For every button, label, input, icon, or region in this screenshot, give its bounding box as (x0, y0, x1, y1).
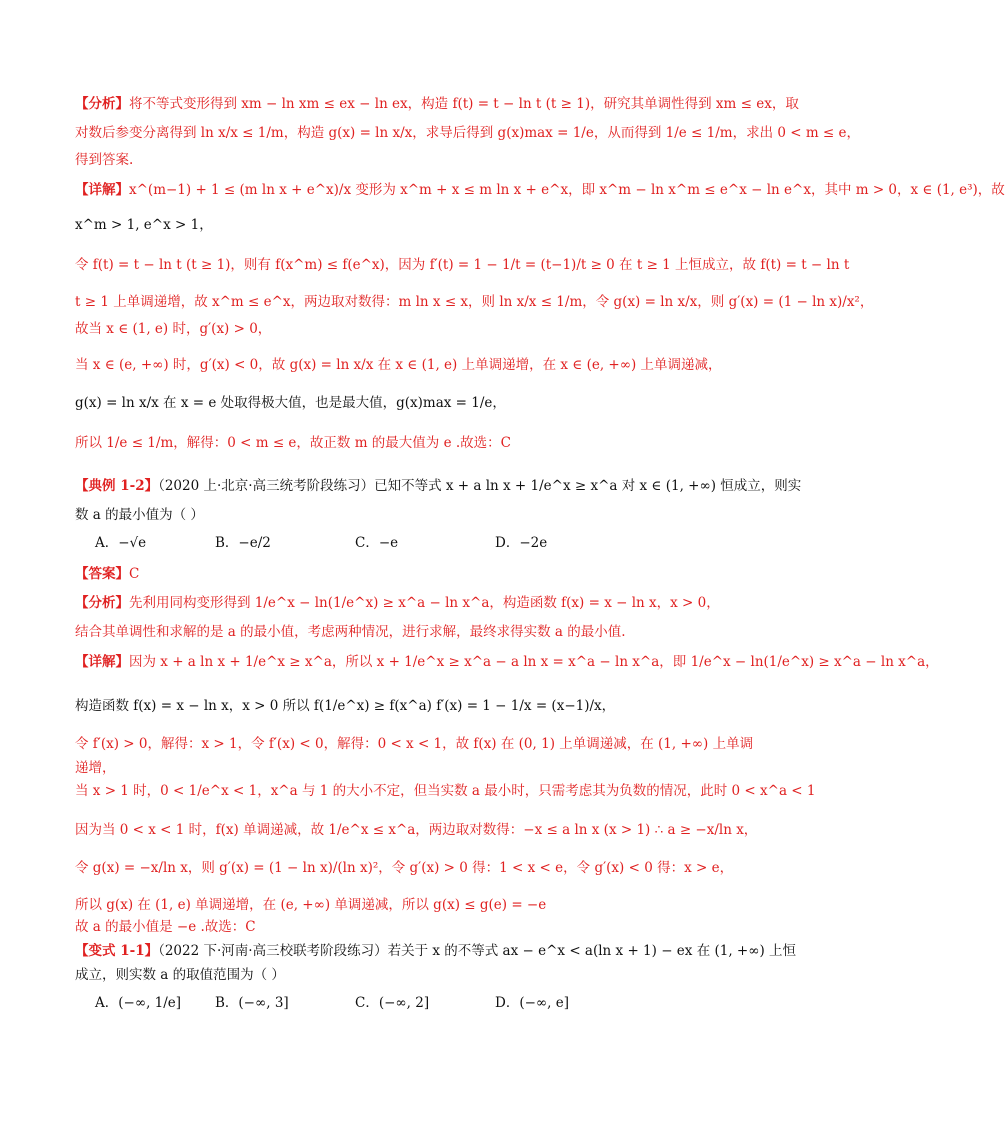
section-tag: 【答案】 (75, 566, 129, 582)
text-segment: x (400, 96, 408, 112)
text-segment: ≤ e (736, 96, 765, 112)
text-content: 得到答案. (75, 152, 134, 168)
text-line (75, 857, 735, 879)
text-content: 故当 x ∈ (1, e) 时，g′(x) > 0， (75, 321, 272, 337)
text-line (75, 621, 735, 643)
text-content: 因为 x + a ln x + 1/e^x ≥ x^a，所以 x + 1/e^x ≥ x^a − a ln x = x^a − ln x^a，即 1/e^x − ln(1/e^x) ≥ x^a − ln x^a， (129, 654, 939, 670)
text-segment: x (764, 96, 772, 112)
text-content: （2020 上·北京·高三统考阶段练习）已知不等式 x + a ln x + 1/e^x ≥ x^a 对 x ∈ (1, +∞) 恒成立，则实 (158, 478, 802, 494)
text-content: 因为当 0 < x < 1 时，f(x) 单调递减，故 1/e^x ≤ x^a，两边取对数得：−x ≤ a ln x (x > 1) ∴ a ≥ −x/ln x， (75, 822, 758, 838)
text-content: 令 f′(x) > 0，解得：x > 1，令 f′(x) < 0，解得：0 < x < 1，故 f(x) 在 (0, 1) 上单调递减，在 (1, +∞) 上单调 (75, 736, 754, 752)
answer-option: A．(−∞, 1/e] (95, 995, 182, 1011)
text-line (75, 179, 1005, 201)
text-line (75, 475, 802, 497)
text-content: 当 x > 1 时，0 < 1/e^x < 1，x^a 与 1 的大小不定，但当实数 a 最小时，只需考虑其为负数的情况，此时 0 < x^a < 1 (75, 783, 816, 799)
text-content: 令 f(t) = t − ln t (t ≥ 1)，则有 f(x^m) ≤ f(e^x)，因为 f′(t) = 1 − 1/t = (t−1)/t ≥ 0 在 t ≥ 1 上恒成立，故 f(t) = t − ln t (75, 257, 850, 273)
text-line (75, 504, 735, 526)
text-line (75, 940, 797, 962)
text-segment: m (723, 96, 737, 112)
text-content: 结合其单调性和求解的是 a 的最小值，考虑两种情况，进行求解，最终求得实数 a 的最小值. (75, 624, 626, 640)
section-tag: 【详解】 (75, 654, 129, 670)
text-line (75, 93, 799, 115)
text-segment: − ln e (354, 96, 401, 112)
text-line (75, 318, 735, 340)
answer-option: D．(−∞, e] (495, 995, 569, 1011)
text-content: 故 a 的最小值是 −e .故选：C (75, 919, 256, 935)
text-segment: ，构造 f(t) = t − ln t (t ≥ 1)，研究其单调性得到 x (407, 96, 724, 112)
text-content: t ≥ 1 上单调递增，故 x^m ≤ e^x，两边取对数得：m ln x ≤ x，则 ln x/x ≤ 1/m，令 g(x) = ln x/x，则 g′(x) = (1 − ln x)/x²， (75, 294, 874, 310)
text-line (75, 254, 850, 276)
text-line (75, 916, 735, 938)
text-content: 成立，则实数 a 的取值范围为（ ） (75, 967, 285, 983)
text-segment: 【分析】 (75, 96, 129, 112)
text-line (75, 122, 861, 144)
text-content: 令 g(x) = −x/ln x，则 g′(x) = (1 − ln x)/(ln x)²，令 g′(x) > 0 得：1 < x < e，令 g′(x) < 0 得：x > e， (75, 860, 734, 876)
text-content: 数 a 的最小值为（ ） (75, 507, 204, 523)
answer-option: C．(−∞, 2] (355, 995, 430, 1011)
text-segment: m (306, 96, 320, 112)
text-content: C (129, 566, 140, 582)
text-line (75, 651, 939, 673)
text-line (75, 392, 735, 414)
answer-option: B．(−∞, 3] (215, 995, 289, 1011)
text-segment: ，取 (771, 96, 799, 112)
text-segment: 将不等式变形得到 x (129, 96, 249, 112)
text-line (75, 964, 735, 986)
text-segment: ≤ e (319, 96, 348, 112)
text-line (75, 780, 816, 802)
text-content: 所以 g(x) 在 (1, e) 单调递增，在 (e, +∞) 单调递减，所以 g(x) ≤ g(e) = −e (75, 897, 547, 913)
text-line (75, 733, 754, 755)
answer-option: D．−2e (495, 535, 548, 551)
section-tag: 【变式 1-1】 (75, 943, 159, 959)
answer-option: B．−e/2 (215, 535, 271, 551)
text-content: x^m > 1, e^x > 1， (75, 217, 213, 233)
text-line (75, 757, 735, 779)
text-segment: m (248, 96, 262, 112)
text-content: （2022 下·河南·高三校联考阶段练习）若关于 x 的不等式 ax − e^x < a(ln x + 1) − ex 在 (1, +∞) 上恒 (158, 943, 797, 959)
section-tag: 【详解】 (75, 182, 129, 198)
text-line (75, 592, 735, 614)
text-content: g(x) = ln x/x 在 x = e 处取得极大值，也是最大值，g(x)max = 1/e， (75, 395, 506, 411)
text-line (75, 563, 735, 585)
text-content: 对数后参变分离得到 ln x/x ≤ 1/m，构造 g(x) = ln x/x，求导后得到 g(x)max = 1/e，从而得到 1/e ≤ 1/m，求出 0 < m ≤ e， (75, 125, 861, 141)
text-segment: − ln x (261, 96, 307, 112)
text-line (75, 695, 735, 717)
text-content: x^(m−1) + 1 ≤ (m ln x + e^x)/x 变形为 x^m + x ≤ m ln x + e^x，即 x^m − ln x^m ≤ e^x − ln e^x，其中 m > 0，x ∈ (1, e³)，故 (129, 182, 1005, 198)
section-tag: 【分析】 (75, 595, 129, 611)
text-line (75, 354, 735, 376)
text-line (75, 291, 874, 313)
text-content: 当 x ∈ (e, +∞) 时，g′(x) < 0，故 g(x) = ln x/x 在 x ∈ (1, e) 上单调递增，在 x ∈ (e, +∞) 上单调递减， (75, 357, 722, 373)
text-content: 递增， (75, 760, 116, 776)
text-line (75, 819, 758, 841)
answer-option: C．−e (355, 535, 399, 551)
section-tag: 【典例 1-2】 (75, 478, 159, 494)
text-segment: x (347, 96, 355, 112)
text-line (75, 432, 735, 454)
text-line (75, 214, 735, 236)
text-line (75, 149, 735, 171)
answer-option: A．−√e (95, 535, 147, 551)
text-line (75, 894, 735, 916)
text-content: 先利用同构变形得到 1/e^x − ln(1/e^x) ≥ x^a − ln x^a，构造函数 f(x) = x − ln x，x > 0， (129, 595, 720, 611)
text-content: 构造函数 f(x) = x − ln x，x > 0 所以 f(1/e^x) ≥ f(x^a) f′(x) = 1 − 1/x = (x−1)/x， (75, 698, 616, 714)
text-content: 所以 1/e ≤ 1/m，解得：0 < m ≤ e，故正数 m 的最大值为 e .故选：C (75, 435, 511, 451)
